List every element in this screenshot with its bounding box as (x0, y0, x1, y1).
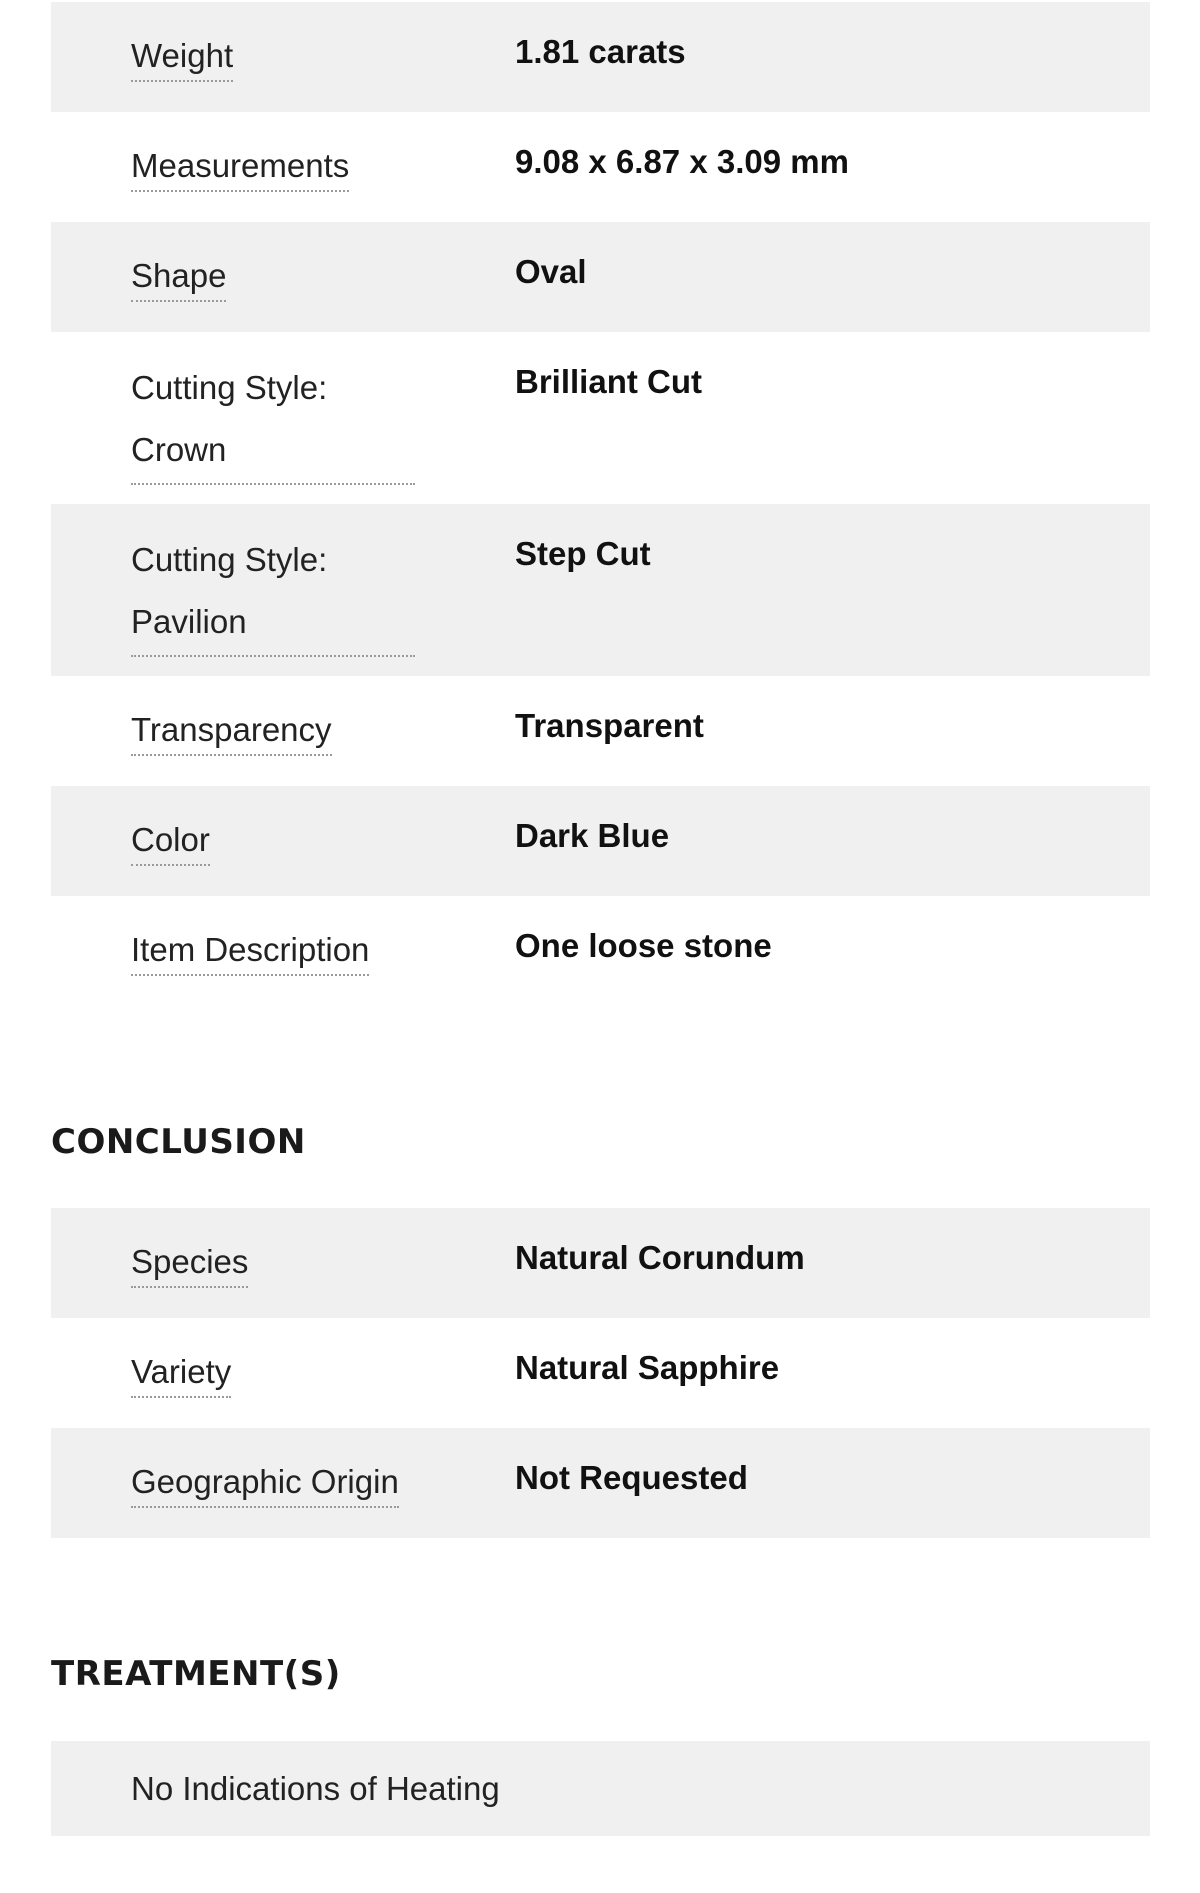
detail-label-color[interactable]: Color (131, 820, 210, 866)
detail-label-item-description[interactable]: Item Description (131, 930, 369, 976)
detail-label-cutting-style-pavilion[interactable]: Cutting Style: Pavilion (131, 529, 415, 657)
conclusion-label-variety[interactable]: Variety (131, 1352, 231, 1398)
detail-value-cutting-style-crown: Brilliant Cut (515, 363, 702, 400)
detail-row-color (51, 786, 1150, 896)
detail-label-transparency[interactable]: Transparency (131, 710, 332, 756)
detail-row-shape (51, 222, 1150, 332)
conclusion-label-geographic-origin[interactable]: Geographic Origin (131, 1462, 399, 1508)
conclusion-value-variety: Natural Sapphire (515, 1349, 780, 1386)
detail-row-item-description (51, 896, 1150, 1006)
detail-value-measurements: 9.08 x 6.87 x 3.09 mm (515, 143, 849, 180)
conclusion-row-species (51, 1208, 1150, 1318)
detail-value-transparency: Transparent (515, 707, 704, 744)
detail-label-measurements[interactable]: Measurements (131, 146, 349, 192)
detail-row-measurements (51, 112, 1150, 222)
conclusion-heading: CONCLUSION (51, 1122, 306, 1162)
conclusion-value-species: Natural Corundum (515, 1239, 805, 1276)
detail-value-shape: Oval (515, 253, 587, 290)
detail-value-color: Dark Blue (515, 817, 670, 854)
treatments-heading: TREATMENT(S) (51, 1654, 341, 1694)
detail-label-shape[interactable]: Shape (131, 256, 226, 302)
detail-value-weight: 1.81 carats (515, 33, 686, 70)
detail-row-cutting-style-pavilion (51, 504, 1150, 676)
conclusion-row-variety (51, 1318, 1150, 1428)
conclusion-label-species[interactable]: Species (131, 1242, 248, 1288)
detail-value-item-description: One loose stone (515, 927, 772, 964)
detail-value-cutting-style-pavilion: Step Cut (515, 535, 651, 572)
conclusion-row-geographic-origin (51, 1428, 1150, 1538)
detail-row-cutting-style-crown (51, 332, 1150, 504)
treatment-item: No Indications of Heating (131, 1770, 500, 1807)
gem-report-page (51, 0, 1150, 1807)
detail-label-cutting-style-crown[interactable]: Cutting Style: Crown (131, 357, 415, 485)
details-table (51, 2, 1150, 1006)
detail-label-weight[interactable]: Weight (131, 36, 233, 82)
conclusion-value-geographic-origin: Not Requested (515, 1459, 748, 1496)
detail-row-weight (51, 2, 1150, 112)
treatment-row (51, 1741, 1150, 1836)
detail-row-transparency (51, 676, 1150, 786)
conclusion-table (51, 1208, 1150, 1538)
